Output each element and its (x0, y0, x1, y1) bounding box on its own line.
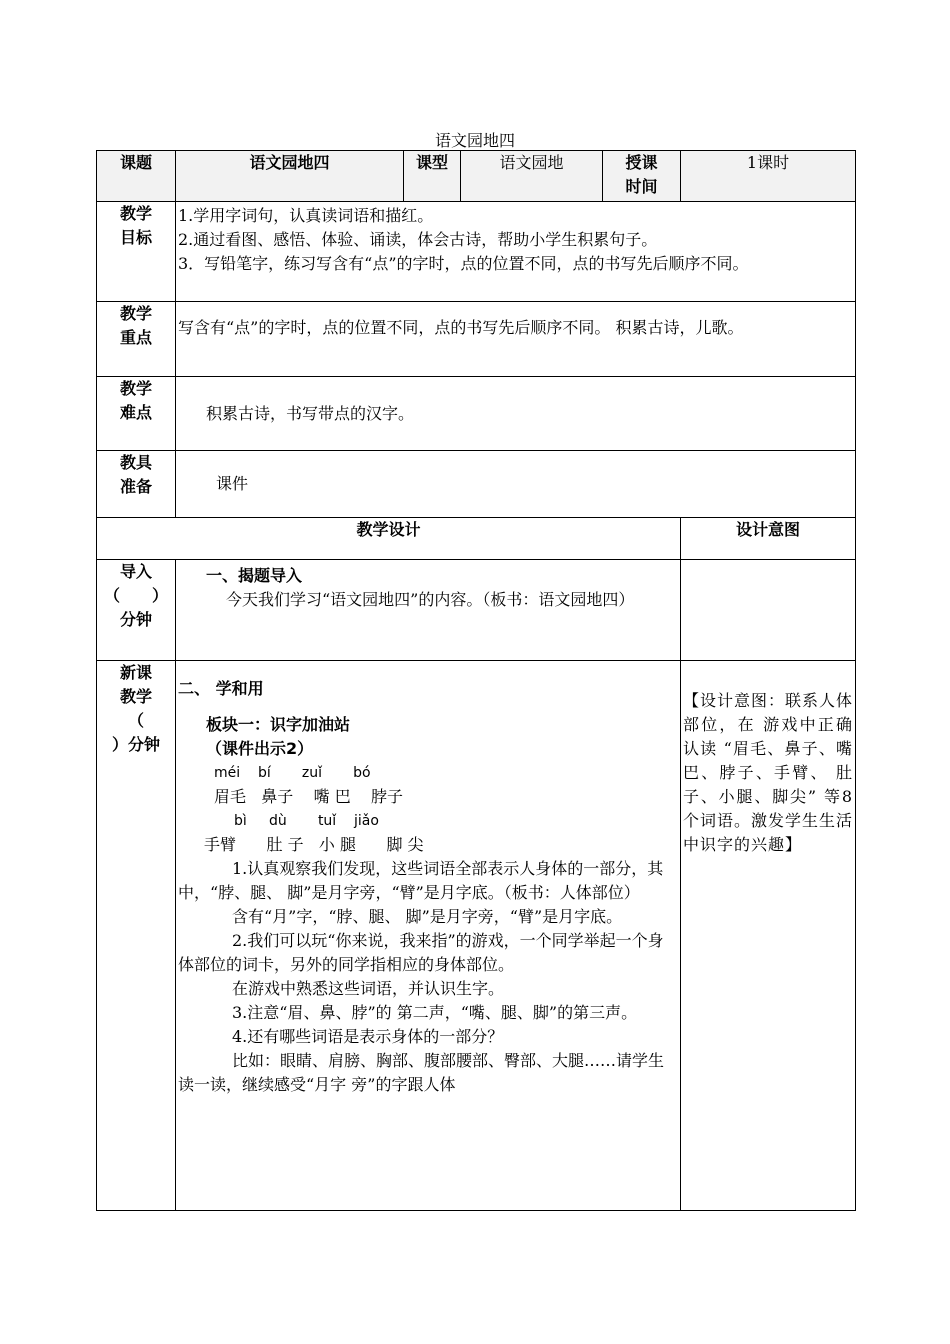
objectives-content (176, 202, 856, 302)
lesson-paragraph: 1.认真观察我们发现，这些词语全部表示人身体的一部分，其中，“脖、腿、 脚”是月字旁，“臂”是月字底。（板书：人体部位） (178, 859, 664, 902)
document-title: 语文园地四 (434, 131, 515, 150)
words-row: 眉毛 鼻子 嘴 巴 脖子 (214, 787, 404, 806)
lesson-content (176, 661, 681, 1211)
objectives-label: 教学 目标 (97, 202, 176, 302)
objective-line: 3．写铅笔字，练习写含有“点”的字时，点的位置不同，点的书写先后顺序不同。 (178, 254, 749, 273)
time-label: 授课 时间 (603, 151, 681, 202)
lesson-label: 新课 教学 （ ）分钟 (97, 661, 176, 1211)
intro-row (97, 560, 856, 661)
key-points-label: 教学 重点 (97, 302, 176, 377)
difficulties-content: 积累古诗，书写带点的汉字。 (176, 377, 856, 451)
time-value: 1课时 (681, 151, 856, 202)
block-title: 板块一：识字加油站 (206, 715, 351, 734)
lesson-paragraph: 含有“月”字，“脖、腿、 脚”是月字旁，“臂”是月字底。 (232, 907, 623, 926)
topic-label: 课题 (97, 151, 176, 202)
tools-row (97, 451, 856, 518)
lesson-paragraph: 4.还有哪些词语是表示身体的一部分？ (232, 1027, 504, 1046)
lesson-intent (681, 661, 856, 1211)
lesson-row (97, 661, 856, 1211)
tools-content: 课件 (176, 451, 856, 518)
intro-heading: 一、揭题导入 (206, 566, 303, 585)
intro-text: 今天我们学习“语文园地四”的内容。（板书：语文园地四） (226, 590, 635, 609)
courseware-note: （课件出示2） (206, 739, 314, 758)
difficulties-row (97, 377, 856, 451)
design-intent-text: 【设计意图：联系人体部位，在 游戏中正确认读 “眉毛、鼻子、嘴 巴、脖子、手臂、 肚子、小腿、脚尖” 等8个词语。激发学生生活中识字的兴趣】 (683, 691, 854, 854)
intro-intent (681, 560, 856, 661)
pinyin-row: bì dù tuǐ jiǎo (234, 813, 379, 829)
lesson-heading: 二、 学和用 (178, 679, 264, 698)
objective-line: 1.学用字词句，认真读词语和描红。 (178, 206, 434, 225)
lesson-paragraph: 3.注意“眉、鼻、脖”的 第二声，“嘴、腿、脚”的第三声。 (232, 1003, 638, 1022)
key-points-content: 写含有“点”的字时，点的位置不同，点的书写先后顺序不同。 积累古诗，儿歌。 (176, 302, 856, 377)
intro-label: 导入 （ ） 分钟 (97, 560, 176, 661)
lesson-plan-table (96, 150, 856, 1211)
type-label: 课型 (404, 151, 461, 202)
key-points-row (97, 302, 856, 377)
objectives-row (97, 202, 856, 302)
pinyin-row: méi bí zuǐ bó (214, 765, 371, 781)
difficulties-label: 教学 难点 (97, 377, 176, 451)
lesson-paragraph: 比如：眼睛、肩膀、胸部、腹部腰部、臀部、大腿……请学生读一读，继续感受“月字 旁”的字跟人体 (178, 1051, 665, 1094)
intro-content (176, 560, 681, 661)
objective-line: 2.通过看图、感悟、体验、诵读，体会古诗，帮助小学生积累句子。 (178, 230, 658, 249)
lesson-paragraph: 在游戏中熟悉这些词语，并认识生字。 (232, 979, 505, 998)
design-col-heading: 教学设计 (97, 518, 681, 560)
words-row: 手臂 肚 子 小 腿 脚 尖 (204, 835, 424, 854)
type-value: 语文园地 (461, 151, 603, 202)
design-header-row (97, 518, 856, 560)
tools-label: 教具 准备 (97, 451, 176, 518)
lesson-paragraph: 2.我们可以玩“你来说，我来指”的游戏，一个同学举起一个身体部位的词卡，另外的同学指相应的身体部位。 (178, 931, 664, 974)
header-row (97, 151, 856, 202)
intent-col-heading: 设计意图 (681, 518, 856, 560)
topic-value: 语文园地四 (176, 151, 404, 202)
